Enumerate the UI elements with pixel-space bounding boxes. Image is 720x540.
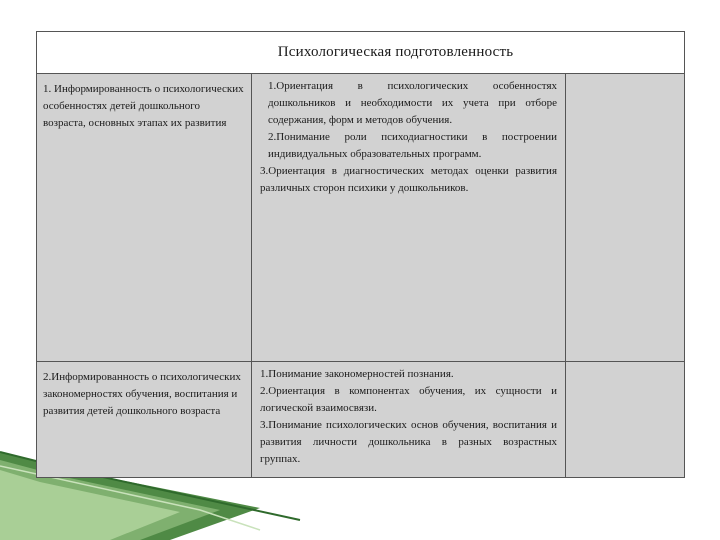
competence-text-1: 1. Информированность о психологических особенностях детей дошкольного возраста, основных этапах их развития <box>43 83 244 129</box>
competence-text-2: 2.Информированность о психологических закономерностях обучения, воспитания и развития детей дошкольного возраста <box>43 371 241 417</box>
competence-cell-1 <box>37 74 252 362</box>
empty-cell-2 <box>566 362 684 477</box>
indicators-cell-1 <box>252 74 566 362</box>
indicator-1-1: 1.Ориентация в психологических особенностях дошкольников и необходимости их учета при отборе содержания, форм и методов обучения. <box>268 80 557 126</box>
indicator-1-2: 2.Понимание роли психодиагностики в построении индивидуальных образовательных программ. <box>268 131 557 160</box>
empty-cell-1 <box>566 74 684 362</box>
indicator-1-3: 3.Ориентация в диагностических методах оценки развития различных сторон психики у дошкольников. <box>260 165 557 194</box>
indicator-2-2: 2.Ориентация в компонентах обучения, их сущности и логической взаимосвязи. <box>260 385 557 414</box>
competence-table <box>36 31 685 478</box>
table-title: Психологическая подготовленность <box>37 32 684 74</box>
indicator-2-1: 1.Понимание закономерностей познания. <box>260 368 454 380</box>
indicator-2-3: 3.Понимание психологических основ обучения, воспитания и развития личности дошкольника в разных возрастных группах. <box>260 419 557 465</box>
indicators-cell-2 <box>252 362 566 477</box>
competence-cell-2 <box>37 362 252 477</box>
